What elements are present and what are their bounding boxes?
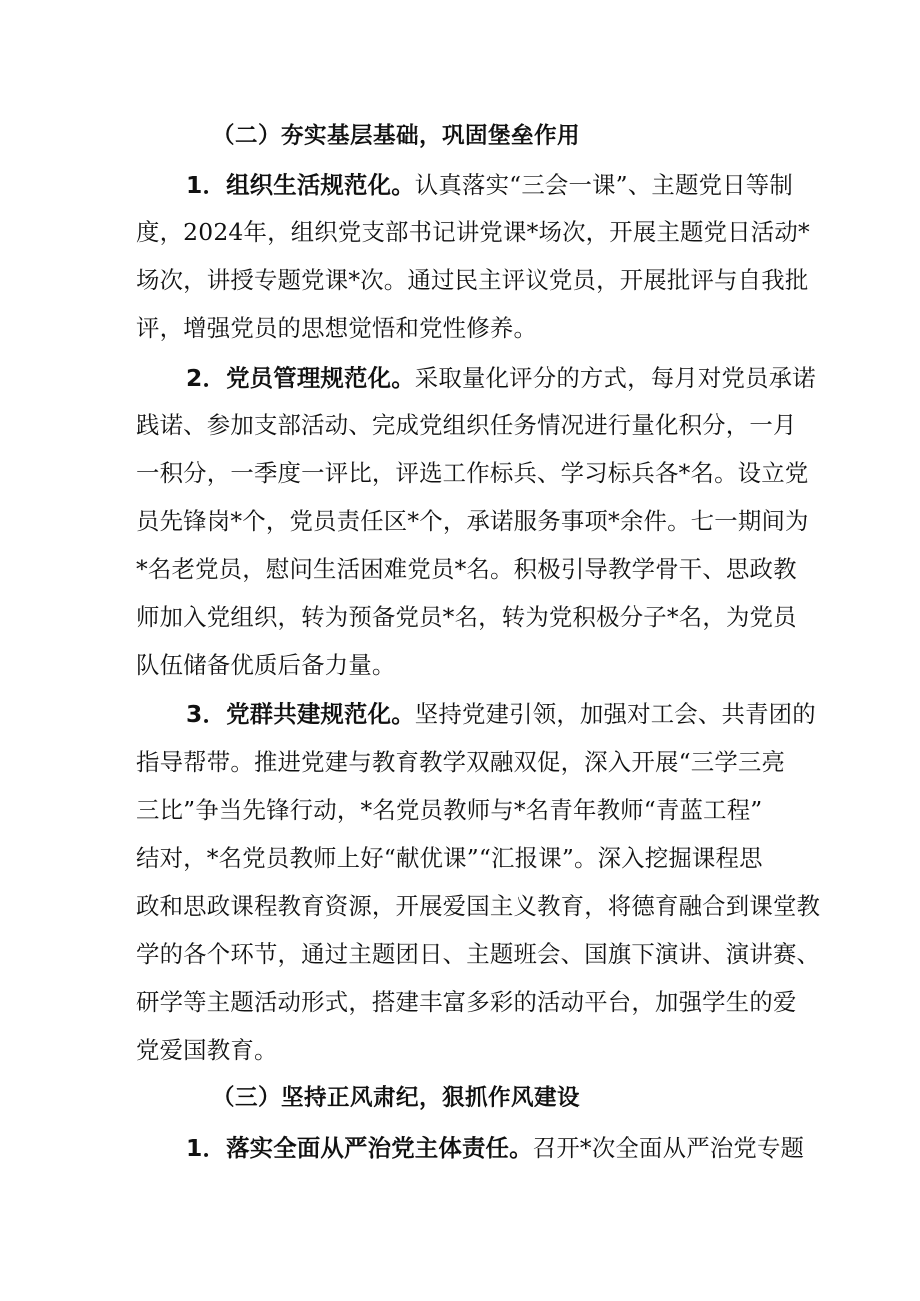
paragraph-lead: 2．党员管理规范化。 [186,364,415,392]
paragraph-text: 认真落实“三会一课”、主题党日等制 [414,171,793,199]
paragraph-line: 评，增强党员的思想觉悟和党性修养。 [136,314,538,342]
paragraph-line: 党爱国教育。 [136,1036,278,1064]
paragraph-text: 坚持党建引领，加强对工会、共青团的 [414,700,816,728]
section-heading-3: （三）坚持正风肃纪，狠抓作风建设 [212,1085,581,1111]
paragraph-line: 度，2024年，组织党支部书记讲党课*场次，开展主题党日活动* [136,218,810,246]
paragraph-line: 三比”争当先锋行动，*名党员教师与*名青年教师“青蓝工程” [136,796,763,824]
section-heading-2: （二）夯实基层基础，巩固堡垒作用 [212,123,581,149]
paragraph-line: 一积分，一季度一评比，评选工作标兵、学习标兵各*名。设立党 [136,459,809,487]
paragraph-line: 员先锋岗*个，党员责任区*个，承诺服务事项*余件。七一期间为 [136,507,809,535]
paragraph-line: 政和思政课程教育资源，开展爱国主义教育，将德育融合到课堂教 [136,892,821,920]
paragraph-line: 践诺、参加支部活动、完成党组织任务情况进行量化积分，一月 [136,411,797,439]
paragraph-line: 研学等主题活动形式，搭建丰富多彩的活动平台，加强学生的爱 [136,988,797,1016]
paragraph-line: *名老党员，慰问生活困难党员*名。积极引导教学骨干、思政教 [136,555,797,583]
paragraph-text: 采取量化评分的方式，每月对党员承诺 [414,364,816,392]
paragraph-lead: 3．党群共建规范化。 [186,700,415,728]
paragraph-line: 师加入党组织，转为预备党员*名，转为党积极分子*名，为党员 [136,603,797,631]
paragraph-line: 队伍储备优质后备力量。 [136,651,396,679]
paragraph-text: 召开*次全面从严治党专题 [532,1134,805,1162]
paragraph-line [186,359,846,393]
paragraph-line: 场次，讲授专题党课*次。通过民主评议党员，开展批评与自我批 [136,266,809,294]
paragraph-lead: 1．落实全面从严治党主体责任。 [186,1134,533,1162]
paragraph-line: 结对，*名党员教师上好“献优课”“汇报课”。深入挖掘课程思 [136,844,763,872]
paragraph-line: 指导帮带。推进党建与教育教学双融双促，深入开展“三学三亮 [136,748,786,776]
paragraph-lead: 1．组织生活规范化。 [186,171,415,199]
paragraph-line: 学的各个环节，通过主题团日、主题班会、国旗下演讲、演讲赛、 [136,940,821,968]
paragraph-line [186,166,846,200]
paragraph-line [186,695,846,729]
paragraph-line [186,1129,846,1163]
